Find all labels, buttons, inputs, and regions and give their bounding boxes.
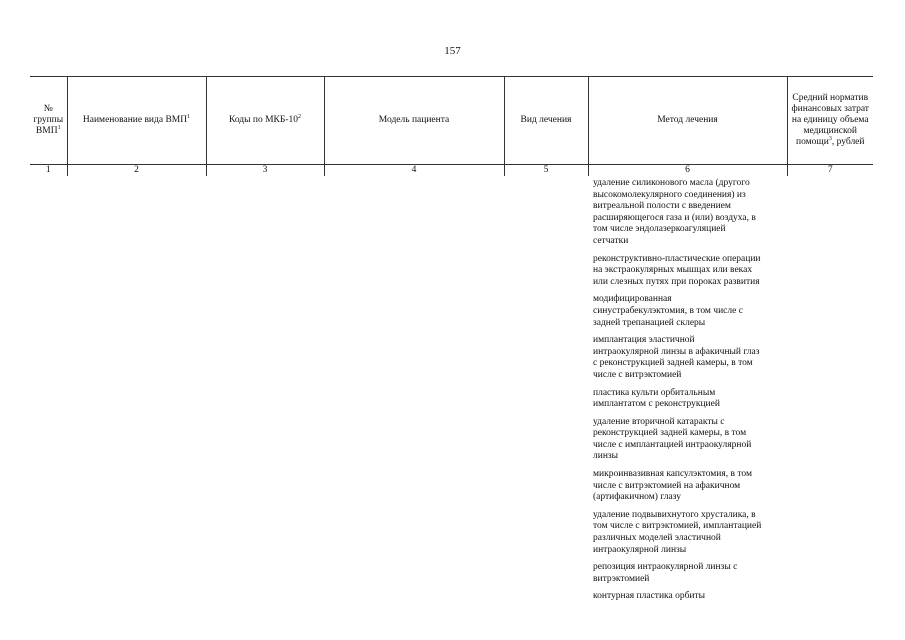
list-item: удаление силиконового масла (другого высокомолекулярного соединения) из витреальной полости с введением расширяющегося газа и (или) воздуха, в том числе эндолазеркоагуляцией сетчатки <box>593 178 756 246</box>
cell-cost-norm <box>787 176 873 609</box>
cell-treatment-type <box>504 176 588 609</box>
column-number: 3 <box>206 165 324 177</box>
list-item: микроинвазивная капсулэктомия, в том числе с витрэктомией на афакичном (артифакичном) глазу <box>593 469 752 503</box>
vmp-table <box>30 76 873 609</box>
list-item: реконструктивно-пластические операции на экстраокулярных мышцах или веках или слезных путях при пороках развития <box>593 253 761 287</box>
list-item: удаление вторичной катаракты с реконструкцией задней камеры, в том числе с имплантацией интраокулярной линзы <box>593 416 752 462</box>
header-patient-model: Модель пациента <box>324 77 504 165</box>
cell-treatment-method <box>588 176 787 609</box>
list-item: контурная пластика орбиты <box>593 591 706 602</box>
cell-icd-codes <box>206 176 324 609</box>
header-vmp-name: Наименование вида ВМП$^1$ <box>67 77 206 165</box>
header-treatment-type: Вид лечения <box>504 77 588 165</box>
cell-group-number <box>30 176 67 609</box>
header-treatment-method: Метод лечения <box>588 77 787 165</box>
column-number: 5 <box>504 165 588 177</box>
header-icd-codes: Коды по МКБ-$10^2$ <box>206 77 324 165</box>
list-item: репозиция интраокулярной линзы с витрэктомией <box>593 562 738 584</box>
list-item: имплантация эластичной интраокулярной линзы в афакичный глаз с реконструкцией задней камеры, в том числе с витрэктомией <box>593 335 760 380</box>
cell-patient-model <box>324 176 504 609</box>
header-cost-norm: Средний норматив финансовых затрат на единицу объема медицинской помощи$^3$, рублей <box>787 77 873 165</box>
column-number: 4 <box>324 165 504 177</box>
column-number: 1 <box>45 165 51 175</box>
list-item: модифицированная синустрабекулэктомия, в том числе с задней трепанацией склеры <box>593 294 743 328</box>
method-list <box>588 176 787 603</box>
column-number-row <box>30 165 873 177</box>
table-row <box>30 176 873 609</box>
table-header-row <box>30 77 873 165</box>
column-number: 7 <box>787 165 873 177</box>
header-group-number: № группы ВМП$^1$ <box>30 77 67 165</box>
list-item: пластика культи орбитальным имплантатом с реконструкцией <box>593 387 720 410</box>
column-number: 2 <box>67 165 206 177</box>
list-item: удаление подвывихнутого хрусталика, в том числе с витрэктомией, имплантацией различных моделей эластичной интраокулярной линзы <box>593 509 762 555</box>
cell-vmp-name <box>67 176 206 609</box>
column-number: 6 <box>588 165 787 177</box>
page-number: 157 <box>444 45 461 57</box>
